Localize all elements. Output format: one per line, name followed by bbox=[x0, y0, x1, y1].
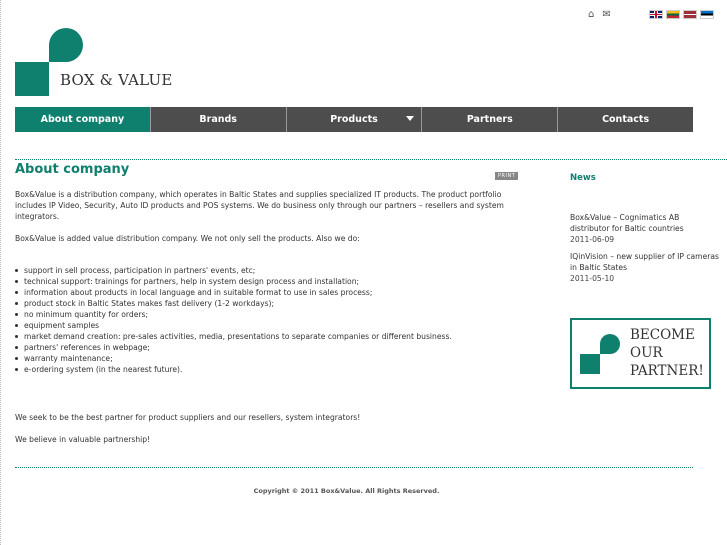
news-item bbox=[570, 212, 720, 245]
list-item: no minimum quantity for orders; bbox=[24, 309, 530, 320]
sidebar bbox=[570, 173, 720, 290]
list-item: support in sell process, participation in partners' events, etc; bbox=[24, 265, 530, 276]
news-headline-link[interactable]: Box&Value – Cognimatics AB distributor for Baltic countries bbox=[570, 213, 684, 233]
list-item: e-ordering system (in the nearest future). bbox=[24, 364, 530, 375]
flag-lv-icon[interactable] bbox=[683, 10, 697, 19]
news-item bbox=[570, 251, 720, 284]
divider-top bbox=[15, 159, 727, 160]
list-item: equipment samples bbox=[24, 320, 530, 331]
news-date: 2011-05-10 bbox=[570, 274, 615, 283]
page-title: About company bbox=[15, 162, 130, 177]
news-headline-link[interactable]: IQinVision – new supplier of IP cameras in Baltic States bbox=[570, 252, 719, 272]
list-item: information about products in local language and in suitable format to use in sales process; bbox=[24, 287, 530, 298]
closing-paragraph-1: We seek to be the best partner for product suppliers and our resellers, system integrators! bbox=[15, 413, 361, 422]
logo-text: BOX & VALUE bbox=[60, 71, 173, 89]
footer-copyright: Copyright © 2011 Box&Value. All Rights Reserved. bbox=[253, 487, 440, 495]
banner-leaf-icon bbox=[600, 334, 620, 354]
flag-lt-icon[interactable] bbox=[666, 10, 680, 19]
language-selector bbox=[649, 10, 714, 19]
flag-ee-icon[interactable] bbox=[700, 10, 714, 19]
nav-brands[interactable]: Brands bbox=[151, 107, 287, 132]
divider-bottom bbox=[15, 467, 693, 468]
closing-paragraph-2: We believe in valuable partnership! bbox=[15, 435, 151, 444]
nav-contacts[interactable]: Contacts bbox=[558, 107, 693, 132]
list-item: technical support: trainings for partners, help in system design process and installation; bbox=[24, 276, 530, 287]
logo[interactable] bbox=[15, 27, 173, 97]
banner-text bbox=[630, 326, 704, 380]
list-item: market demand creation: pre-sales activities, media, presentations to separate companies or different business. bbox=[24, 331, 530, 342]
banner-line-2: OUR bbox=[630, 345, 663, 361]
main-nav bbox=[15, 107, 693, 132]
banner-square-icon bbox=[580, 354, 600, 374]
home-icon[interactable]: ⌂ bbox=[588, 9, 595, 20]
nav-about-company[interactable]: About company bbox=[15, 107, 151, 132]
page-left-border bbox=[0, 0, 1, 545]
list-item: product stock in Baltic States makes fast delivery (1-2 workdays); bbox=[24, 298, 530, 309]
list-item: warranty maintenance; bbox=[24, 353, 530, 364]
mail-icon[interactable]: ✉ bbox=[602, 9, 611, 20]
services-list bbox=[15, 265, 530, 375]
nav-products-label: Products bbox=[330, 114, 378, 125]
print-button[interactable]: PRINT bbox=[495, 172, 518, 180]
news-title: News bbox=[570, 173, 596, 183]
utility-links bbox=[588, 9, 611, 20]
news-date: 2011-06-09 bbox=[570, 235, 615, 244]
logo-square-icon bbox=[15, 62, 49, 96]
intro2-paragraph: Box&Value is added value distribution company. We not only sell the products. Also we do: bbox=[15, 234, 360, 243]
flag-uk-icon[interactable] bbox=[649, 10, 663, 19]
main-content bbox=[15, 164, 530, 445]
logo-leaf-icon bbox=[49, 28, 83, 62]
list-item: partners' references in webpage; bbox=[24, 342, 530, 353]
nav-partners[interactable]: Partners bbox=[422, 107, 558, 132]
chevron-down-icon bbox=[406, 116, 414, 121]
become-partner-banner[interactable] bbox=[570, 318, 711, 389]
nav-products[interactable] bbox=[287, 107, 423, 132]
banner-line-3: PARTNER! bbox=[630, 363, 704, 379]
banner-line-1: BECOME bbox=[630, 327, 695, 343]
intro-paragraph: Box&Value is a distribution company, which operates in Baltic States and supplies specialized IT products. The product portfolio includes IP Video, Security, Auto ID products and POS systems. We do business only through our partners – resellers and system integrators. bbox=[15, 190, 504, 221]
